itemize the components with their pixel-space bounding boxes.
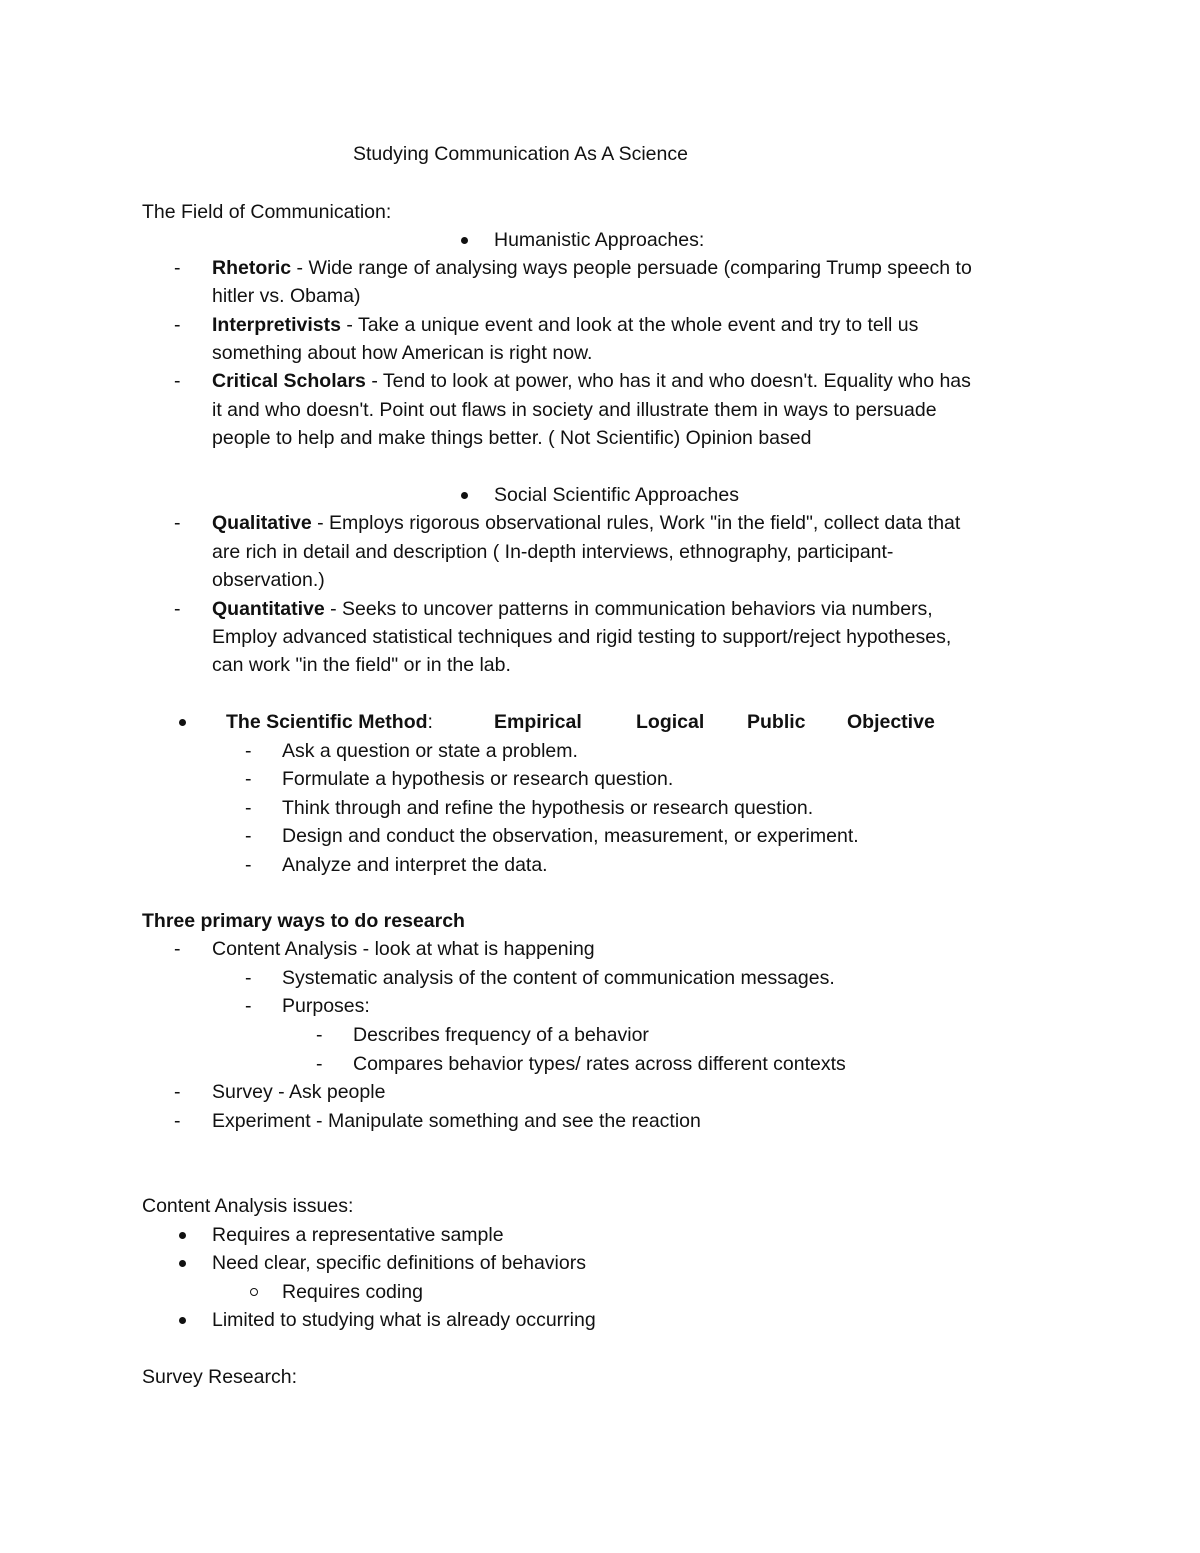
quality-public: Public	[747, 711, 806, 733]
dash-marker: -	[174, 598, 181, 620]
dash-marker: -	[174, 1110, 181, 1132]
dash-marker: -	[316, 1024, 323, 1046]
bullet-dot-icon	[179, 1317, 186, 1324]
content-analysis-item: Content Analysis - look at what is happening	[212, 938, 595, 960]
rhetoric-text: - Wide range of analysing ways people persuade (comparing Trump speech to	[291, 257, 972, 279]
bullet-circle-icon	[250, 1288, 258, 1296]
dash-marker: -	[245, 995, 252, 1017]
method-step: Formulate a hypothesis or research question.	[282, 768, 674, 790]
issue-item: Limited to studying what is already occurring	[212, 1309, 596, 1331]
qualitative-text: - Employs rigorous observational rules, Work "in the field", collect data that	[311, 512, 961, 534]
dash-marker: -	[245, 825, 252, 847]
method-step: Ask a question or state a problem.	[282, 740, 578, 762]
dash-marker: -	[174, 257, 181, 279]
quantitative-line-3: can work "in the field" or in the lab.	[212, 654, 511, 676]
bullet-dot-icon	[461, 492, 468, 499]
dash-marker: -	[245, 740, 252, 762]
dash-marker: -	[174, 938, 181, 960]
purpose-item: Describes frequency of a behavior	[353, 1024, 649, 1046]
quantitative-term: Quantitative	[212, 598, 325, 620]
issue-sub-item: Requires coding	[282, 1281, 423, 1303]
interpretivists-text: - Take a unique event and look at the whole event and try to tell us	[340, 314, 919, 336]
interpretivists-term: Interpretivists	[212, 314, 341, 336]
scientific-method-colon: :	[427, 711, 433, 733]
critical-line-1	[212, 369, 971, 393]
dash-marker: -	[174, 314, 181, 336]
experiment-item: Experiment - Manipulate something and see the reaction	[212, 1110, 701, 1132]
field-heading: The Field of Communication:	[142, 201, 392, 223]
issue-item: Requires a representative sample	[212, 1224, 504, 1246]
issues-heading: Content Analysis issues:	[142, 1195, 354, 1217]
method-step: Design and conduct the observation, measurement, or experiment.	[282, 825, 859, 847]
quality-logical: Logical	[636, 711, 705, 733]
dash-marker: -	[245, 854, 252, 876]
method-step: Think through and refine the hypothesis or research question.	[282, 797, 814, 819]
dash-marker: -	[245, 768, 252, 790]
scientific-method-term: The Scientific Method	[226, 711, 428, 733]
quality-objective: Objective	[847, 711, 935, 733]
content-sub-item: Systematic analysis of the content of communication messages.	[282, 967, 835, 989]
qualitative-term: Qualitative	[212, 512, 312, 534]
interpretivists-line-1	[212, 313, 918, 337]
survey-heading: Survey Research:	[142, 1366, 297, 1388]
quantitative-line-2: Employ advanced statistical techniques and rigid testing to support/reject hypotheses,	[212, 626, 952, 648]
scientific-method-label	[226, 710, 433, 734]
dash-marker: -	[174, 1081, 181, 1103]
method-step: Analyze and interpret the data.	[282, 854, 548, 876]
dash-marker: -	[245, 797, 252, 819]
quantitative-text: - Seeks to uncover patterns in communication behaviors via numbers,	[324, 598, 933, 620]
dash-marker: -	[316, 1053, 323, 1075]
research-heading: Three primary ways to do research	[142, 910, 465, 932]
social-heading: Social Scientific Approaches	[494, 484, 739, 506]
quantitative-line-1	[212, 597, 933, 621]
critical-term: Critical Scholars	[212, 370, 366, 392]
rhetoric-line-2: hitler vs. Obama)	[212, 285, 361, 307]
bullet-dot-icon	[179, 1232, 186, 1239]
content-sub-item: Purposes:	[282, 995, 370, 1017]
quality-empirical: Empirical	[494, 711, 582, 733]
document-title: Studying Communication As A Science	[353, 143, 688, 165]
qualitative-line-3: observation.)	[212, 569, 325, 591]
dash-marker: -	[174, 512, 181, 534]
interpretivists-line-2: something about how American is right now.	[212, 342, 593, 364]
issue-item: Need clear, specific definitions of behaviors	[212, 1252, 586, 1274]
survey-item: Survey - Ask people	[212, 1081, 386, 1103]
critical-line-3: people to help and make things better. ( Not Scientific) Opinion based	[212, 427, 812, 449]
qualitative-line-2: are rich in detail and description ( In-depth interviews, ethnography, participant-	[212, 541, 894, 563]
bullet-dot-icon	[461, 237, 468, 244]
dash-marker: -	[245, 967, 252, 989]
purpose-item: Compares behavior types/ rates across different contexts	[353, 1053, 846, 1075]
bullet-dot-icon	[179, 1260, 186, 1267]
dash-marker: -	[174, 370, 181, 392]
bullet-dot-icon	[179, 719, 186, 726]
rhetoric-line-1	[212, 256, 972, 280]
critical-line-2: it and who doesn't. Point out flaws in society and illustrate them in ways to persuade	[212, 399, 937, 421]
humanistic-heading: Humanistic Approaches:	[494, 229, 705, 251]
qualitative-line-1	[212, 511, 960, 535]
rhetoric-term: Rhetoric	[212, 257, 292, 279]
critical-text: - Tend to look at power, who has it and who doesn't. Equality who has	[365, 370, 971, 392]
